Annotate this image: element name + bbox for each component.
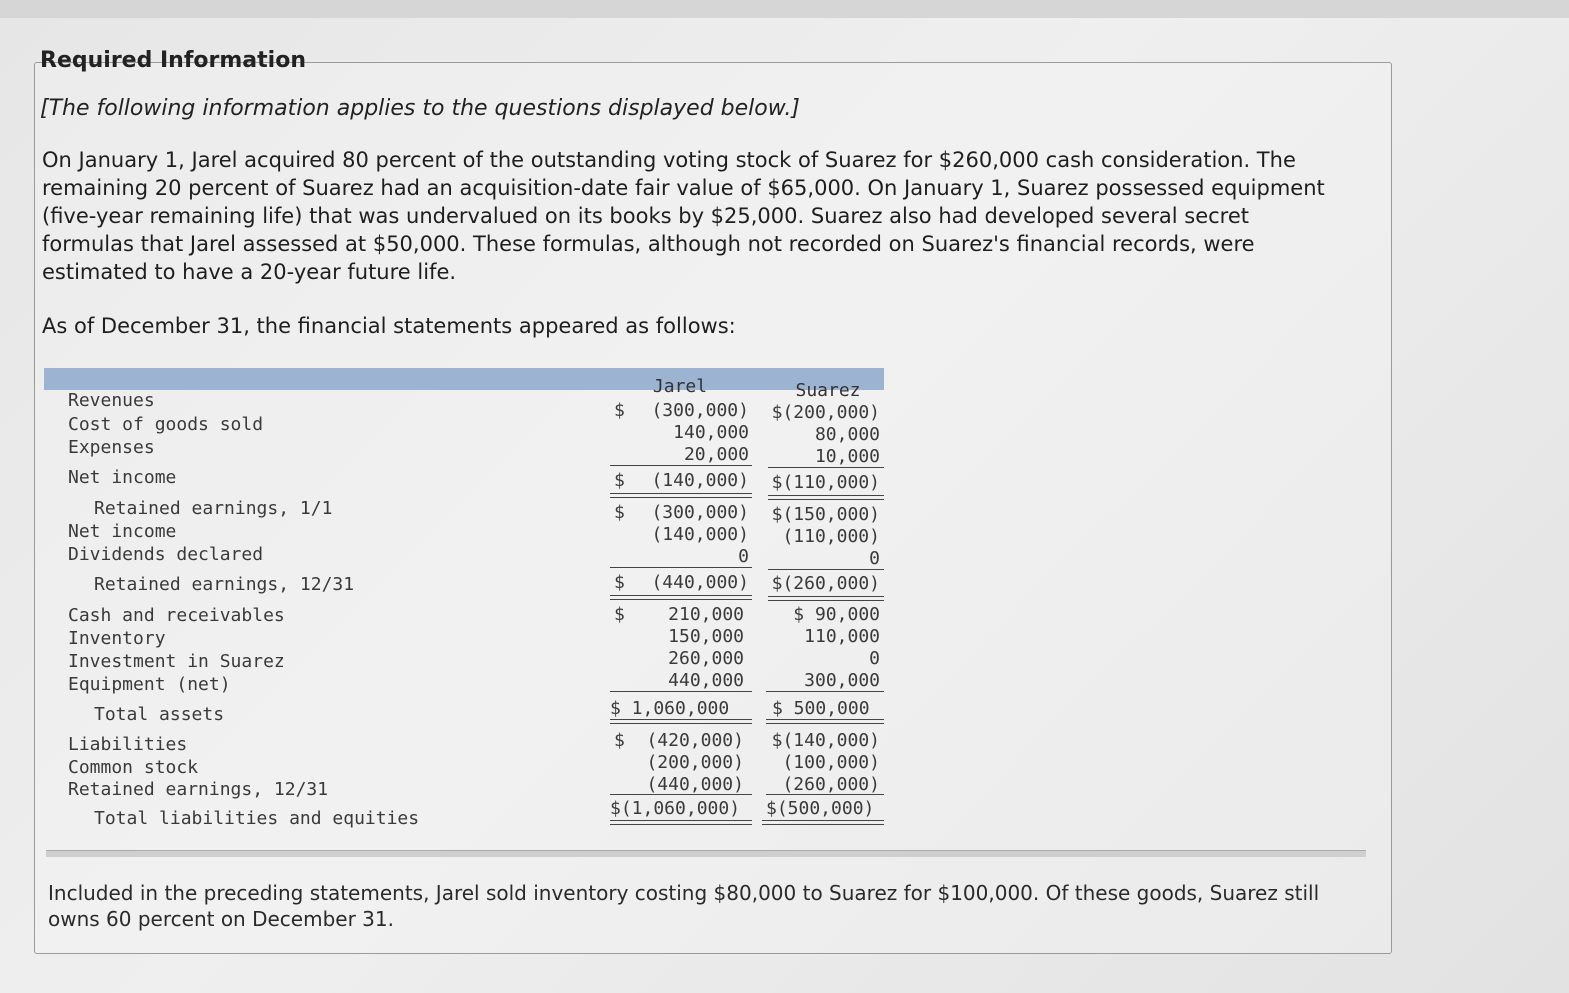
dollar-sign: $ (614, 400, 625, 421)
suarez-value: 0 (869, 548, 880, 569)
subtotal-rule (766, 691, 884, 692)
subtotal-rule (610, 794, 752, 795)
row-label: Retained earnings, 12/31 (68, 779, 329, 800)
jarel-value: (300,000) (651, 400, 749, 421)
row-label: Liabilities (68, 734, 188, 755)
jarel-value: 0 (738, 546, 749, 567)
intercompany-note: Included in the preceding statements, Jarel sold inventory costing $80,000 to Suarez for $100,000. Of these goods, Suarez still owns 60 percent on December 31. (48, 881, 1320, 931)
jarel-value: (140,000) (651, 470, 749, 491)
total-double-rule (610, 595, 752, 600)
problem-paragraph: On January 1, Jarel acquired 80 percent of the outstanding voting stock of Suarez for $260,000 cash consideration. The remaining 20 percent of Suarez had an acquisition-date fair value of $65,000. On January 1, Suarez possessed equipment (five-year remaining life) that was undervalued on its books by $25,000. Suarez also had developed several secret formulas that Jarel assessed at $50,000. These formulas, although not recorded on Suarez's financial records, were estimated to have a 20-year future life. (42, 148, 1325, 284)
jarel-value: $ 1,060,000 (610, 698, 730, 719)
financial-statements-table (44, 368, 884, 838)
section-divider (46, 850, 1366, 857)
row-label: Common stock (68, 757, 199, 778)
heading: Required Information (40, 48, 306, 73)
row-label: Cash and receivables (68, 605, 285, 626)
column-header-suarez: Suarez (795, 380, 861, 401)
row-label: Net income (68, 521, 177, 542)
row-label: Cost of goods sold (68, 414, 264, 435)
total-double-rule (768, 596, 884, 601)
jarel-value: (300,000) (651, 502, 749, 523)
subtotal-rule (768, 467, 884, 468)
suarez-value: $ 90,000 (793, 604, 880, 625)
suarez-value: (100,000) (782, 752, 880, 773)
row-label: Investment in Suarez (68, 651, 285, 672)
dollar-sign: $ (614, 470, 625, 491)
dollar-sign: $ (614, 572, 625, 593)
suarez-value: 80,000 (814, 424, 880, 445)
subtotal-rule (610, 567, 752, 568)
row-label: Total liabilities and equities (94, 808, 420, 829)
row-label: Dividends declared (68, 544, 264, 565)
suarez-value: $(110,000) (771, 472, 880, 493)
suarez-value: $ 500,000 (772, 698, 870, 719)
jarel-value: (440,000) (651, 572, 749, 593)
row-label: Net income (68, 467, 177, 488)
suarez-value: (110,000) (782, 526, 880, 547)
suarez-value: 10,000 (814, 446, 880, 467)
column-header-jarel: Jarel (652, 376, 708, 397)
suarez-value: $(140,000) (771, 730, 880, 751)
suarez-value: 110,000 (804, 626, 880, 647)
subtotal-rule (610, 691, 752, 692)
jarel-value: (200,000) (646, 752, 744, 773)
suarez-value: 0 (869, 648, 880, 669)
row-label: Revenues (68, 390, 155, 411)
total-double-rule (610, 820, 752, 825)
jarel-value: 260,000 (668, 648, 744, 669)
suarez-value: $(260,000) (771, 573, 880, 594)
jarel-value: (440,000) (646, 774, 744, 795)
total-double-rule (762, 820, 884, 825)
dollar-sign: $ (614, 604, 625, 625)
suarez-value: $(150,000) (771, 504, 880, 525)
subtotal-rule (766, 794, 884, 795)
intro-text: [The following information applies to the questions displayed below.] (40, 96, 800, 121)
row-label: Expenses (68, 437, 155, 458)
total-double-rule (610, 493, 752, 498)
jarel-value: 150,000 (668, 626, 744, 647)
total-double-rule (610, 719, 752, 724)
suarez-value: 300,000 (804, 670, 880, 691)
subtotal-rule (768, 569, 884, 570)
total-double-rule (768, 495, 884, 500)
suarez-value: (260,000) (782, 774, 880, 795)
suarez-value: $(200,000) (771, 402, 880, 423)
suarez-value: $(500,000) (766, 798, 875, 819)
table-header-bar (44, 368, 884, 390)
dollar-sign: $ (614, 502, 625, 523)
as-of-text: As of December 31, the financial statements appeared as follows: (42, 314, 736, 338)
jarel-value: (140,000) (651, 524, 749, 545)
row-label: Equipment (net) (68, 674, 231, 695)
jarel-value: 20,000 (683, 444, 749, 465)
row-label: Retained earnings, 12/31 (94, 574, 355, 595)
row-label: Retained earnings, 1/1 (94, 498, 333, 519)
total-double-rule (766, 719, 884, 724)
jarel-value: 140,000 (673, 422, 749, 443)
jarel-value: 210,000 (668, 604, 744, 625)
subtotal-rule (610, 465, 752, 466)
top-strip (0, 0, 1569, 18)
jarel-value: 440,000 (668, 670, 744, 691)
row-label: Total assets (94, 704, 225, 725)
dollar-sign: $ (614, 730, 625, 751)
jarel-value: (420,000) (646, 730, 744, 751)
row-label: Inventory (68, 628, 166, 649)
jarel-value: $(1,060,000) (610, 798, 741, 819)
